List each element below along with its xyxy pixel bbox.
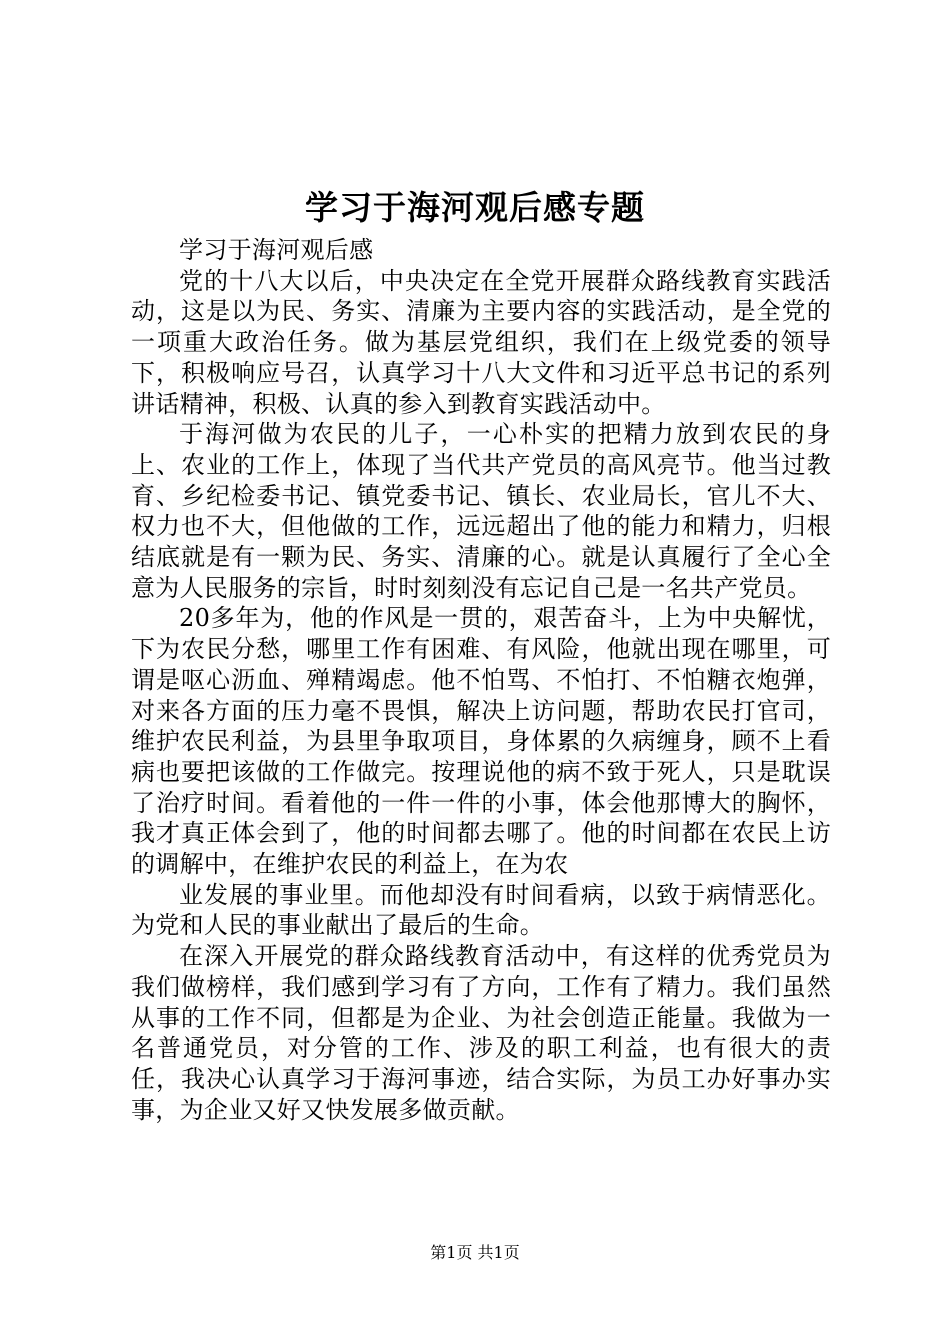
body-paragraph-heading: 学习于海河观后感	[179, 236, 374, 264]
body-paragraph: 业发展的事业里。而他却没有时间看病，以致于病情恶化。为党和人民的事业献出了最后的生命。	[131, 880, 831, 940]
body-paragraph: 在深入开展党的群众路线教育活动中，有这样的优秀党员为我们做榜样，我们感到学习有了方向，工作有了精力。我们虽然从事的工作不同，但都是为企业、为社会创造正能量。我做为一名普通党员，对分管的工作、涉及的职工利益，也有很大的责任，我决心认真学习于海河事迹，结合实际，为员工办好事办实事，为企业又好又快发展多做贡献。	[131, 942, 831, 1124]
document-title: 学习于海河观后感专题	[305, 188, 645, 227]
body-paragraph: 党的十八大以后，中央决定在全党开展群众路线教育实践活动，这是以为民、务实、清廉为主要内容的实践活动，是全党的一项重大政治任务。做为基层党组织，我们在上级党委的领导下，积极响应号召，认真学习十八大文件和习近平总书记的系列讲话精神，积极、认真的参入到教育实践活动中。	[131, 266, 831, 418]
body-paragraph: 于海河做为农民的儿子，一心朴实的把精力放到农民的身上、农业的工作上，体现了当代共产党员的高风亮节。他当过教育、乡纪检委书记、镇党委书记、镇长、农业局长，官儿不大、权力也不大，但他做的工作，远远超出了他的能力和精力，归根结底就是有一颗为民、务实、清廉的心。就是认真履行了全心全意为人民服务的宗旨，时时刻刻没有忘记自己是一名共产党员。	[131, 420, 831, 602]
page-number-footer: 第1页 共1页	[430, 1243, 520, 1262]
document-body	[131, 235, 831, 1125]
body-paragraph: 20多年为，他的作风是一贯的，艰苦奋斗，上为中央解忧，下为农民分愁，哪里工作有困难、有风险，他就出现在哪里，可谓是呕心沥血、殚精竭虑。他不怕骂、不怕打、不怕糖衣炮弹，对来各方面的压力毫不畏惧，解决上访问题，帮助农民打官司，维护农民利益，为县里争取项目，身体累的久病缠身，顾不上看病也要把该做的工作做完。按理说他的病不致于死人，只是耽误了治疗时间。看着他的一件一件的小事，体会他那博大的胸怀，我才真正体会到了，他的时间都去哪了。他的时间都在农民上访的调解中，在维护农民的利益上，在为农	[131, 604, 831, 879]
